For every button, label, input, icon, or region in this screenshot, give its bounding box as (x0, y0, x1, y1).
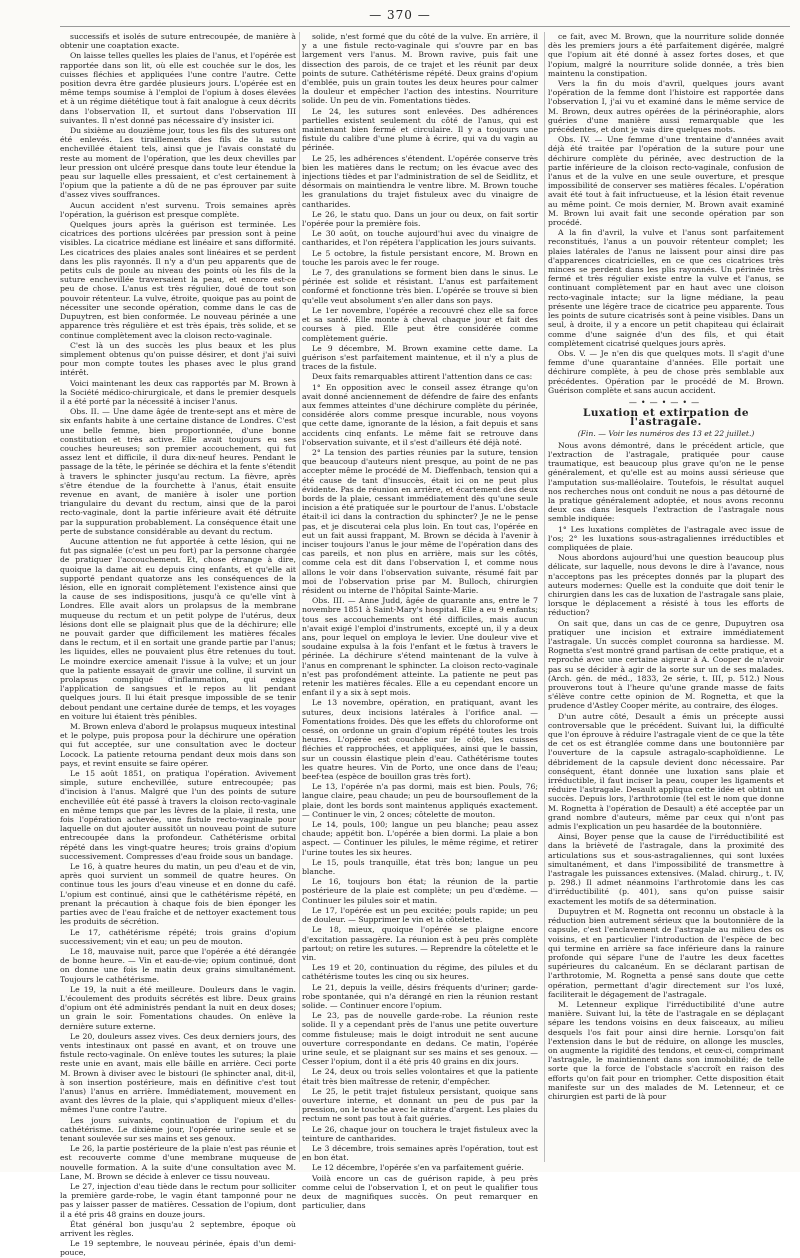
paragraph: Voici maintenant les deux cas rapportés par M. Brown à la Société médico-chirurgicale, et dans le premier desquels il a été porté par la nécessité à inciser l'anus. (60, 378, 296, 406)
paragraph: 2° La tension des parties réunies par la suture, tension que beaucoup d'auteurs nient presque, au point de ne pas accepter même le procédé de M. Dieffenbach, tension qui a été cause de tant d'insuccès, était ici on ne peut plus évidente. Pas de réunion en arrière, et écartement des deux bords de la plaie, cessant immédiatement dès qu'une seule incision a été pratiquée sur le pourtour de l'anus. L'obstacle était-il ici dans la contraction du sphincter? Je ne le pense pas, et je discuterai cela plus loin. En tout cas, l'opérée en eut un fait aussi frappant, M. Brown se décida à l'avenir à inciser toujours l'anus le jour même de l'opération dans des cas pareils, et non plus en arrière, mais sur les côtés, comme cela est dit dans l'observation I, et comme nous allons le voir dans l'observation suivante, résumé fait par moi de l'observation prise par M. Bulloch, chirurgien résident ou interne de l'hôpital Sainte-Marie. (302, 447, 538, 595)
paragraph: M. Brown enleva d'abord le prolapsus muqueux intestinal et le polype, puis proposa pour la déchirure une opération qui fut acceptée, sur une consultation avec le docteur Locock. La patiente retourna pendant deux mois dans son pays, et revint ensuite se faire opérer. (60, 722, 296, 768)
paragraph: Le 5 octobre, la fistule persistant encore, M. Brown en touche les parois avec le fer rouge. (302, 248, 538, 267)
section-separator: —•—•—•— (628, 397, 704, 407)
paragraph: Le 24, deux ou trois selles volontaires et que la patiente était très bien maîtresse de retenir, d'empêcher. (302, 1067, 538, 1086)
paragraph: Le 14, pouls, 100; langue un peu blanche; peau assez chaude; appétit bon. L'opérée a bien dormi. La plaie a bon aspect. — Continuer les pilules, le même régime, et retirer l'urine toutes les six heures. (302, 820, 538, 857)
column-right (548, 32, 784, 1164)
paragraph: Le 18, mauvaise nuit, parce que l'opérée a été dérangée de bonne heure. — Vin et eau-de-vie; opium continué, dont on donne une fois le matin deux grains simultanément. Toujours le cathétérisme. (60, 946, 296, 984)
paragraph: Nous avons démontré, dans le précédent article, que l'extraction de l'astragale, pratiquée pour cause traumatique, est beaucoup plus grave qu'on ne le pense généralement, et qu'elle est au moins aussi sérieuse que l'amputation sus-malléolaire. Toutefois, le résultat auquel nos recherches nous ont conduit ne nous a pas détourné de la pratique généralement adoptée, et nous avons reconnu deux cas dans lesquels l'extraction de l'astragale nous semble indiquée: (548, 440, 784, 524)
paragraph: M. Letenneur explique l'irréductibilité d'une autre manière. Suivant lui, la tête de l'astragale en se déplaçant sépare les tendons voisins en deux faisceaux, au milieu desquels l'os fait pour ainsi dire hernie. Lorsqu'on fait l'extension dans le but de réduire, on allonge les muscles, on augmente la rigidité des tendons, et ceux-ci, comprimant l'astragale, le maintiennent dans son immobilité; de telle sorte que la force de l'obstacle s'accroît en raison des efforts qu'on fait pour en triompher. Cette disposition était manifeste sur un des malades de M. Letenneur, et ce chirurgien est parti de là pour (548, 999, 784, 1101)
paragraph: Du sixième au douzième jour, tous les fils des sutures ont été enlevés. Les tiraillements des fils de la suture enchevillée étaient tels, ainsi que je l'avais constaté du reste au moment de l'opération, que les deux chevilles par leur pression ont ulcéré presque dans toute leur étendue la peau sur laquelle elles pressaient, et c'est certainement à l'opium que la patiente a dû de ne pas éprouver par suite d'assez vives souffrances. (60, 126, 296, 200)
paragraph: Aucune attention ne fut apportée à cette lésion, qui ne fut pas signalée (c'est un peu fort) par la personne chargée de pratiquer l'accouchement. Et, chose étrange à dire, quoique la dame ait eu depuis cinq enfants, et qu'elle ait supporté pendant quatorze ans les conséquences de la lésion, elle en ignorait complètement l'existence ainsi que la cause de ses indispositions, jusqu'à ce qu'elle vînt à Londres. Elle avait alors un prolapsus de la membrane muqueuse du rectum et un petit polype de l'utérus, deux lésions dont elle se plaignait plus que de la déchirure; elle ne pouvait garder que difficilement les matières fécales dans le rectum, et il en sortait une grande partie par l'anus; les liquides, elles ne pouvaient plus être retenues du tout. Le moindre exercice amenait l'issue à la vulve; et un jour que la patiente essayait de gravir une colline, il survint un prolapsus compliqué d'inflammation, qui exigea l'application de sangsues et le repos au lit pendant quelques jours. Il lui était presque impossible de se tenir debout pendant une certaine durée de temps, et les voyages en voiture lui étaient très pénibles. (60, 536, 296, 721)
column-left (60, 32, 296, 1258)
paragraph: Le 16, à quatre heures du matin, un peu d'eau et de vin, après quoi survient un sommeil de quatre heures. On continue tous les jours d'eau vineuse et en donne du café. L'opium est continué, ainsi que le cathétérisme répété, en prenant la précaution à chaque fois de bien éponger les parties avec de l'eau fraîche et de nettoyer exactement tous les produits de sécrétion. (60, 862, 296, 927)
paragraph: Le 26, la partie postérieure de la plaie n'est pas réunie et est recouverte comme d'une membrane muqueuse de nouvelle formation. A la suite d'une consultation avec M. Lane, M. Brown se décide à enlever ce tissu nouveau. (60, 1144, 296, 1181)
paragraph: Le 26, le statu quo. Dans un jour ou deux, on fait sortir l'opérée pour la première fois. (302, 209, 538, 229)
paragraph: État général bon jusqu'au 2 septembre, époque où arrivent les règles. (60, 1219, 296, 1238)
paragraph: Vers la fin du mois d'avril, quelques jours avant l'opération de la femme dont l'histoire est rapportée dans l'observation I, j'ai vu et examiné dans le même service de M. Brown, deux autres opérées de la périnéoraphie, alors guéries d'une manière aussi remarquable que les précédentes, et dont je vais dire quelques mots. (548, 79, 784, 135)
article-title: Luxation et extirpation de l'astragale. (582, 407, 749, 429)
header-rule (60, 26, 790, 27)
paragraph: Le 13 novembre, opération, en pratiquant, avant les sutures, deux incisions latérales à l'orifice anal. — Fomentations froides. Dès que les effets du chloroforme ont cessé, on ordonne un grain d'opium répété toutes les trois heures. L'opérée est couchée sur le côté, les cuisses fléchies et rapprochées, et appliquées, ainsi que le bassin, sur un coussin élastique plein d'eau. Cathétérisme toutes les quatre heures. Vin de Porto, une once dans de l'eau; beef-tea (espèce de bouillon gras très fort). (302, 698, 538, 782)
paragraph: Le 20, douleurs assez vives. Ces deux derniers jours, des vents intestinaux ont passé en avant, et on trouve une fistule recto-vaginale. On enlève toutes les sutures; la plaie reste unie en avant, mais elle bâille en arrière. Ceci porte M. Brown à diviser avec le bistouri (le sphincter anal, dit-il, à son insertion postérieure, mais en définitive c'est tout l'anus) l'anus en arrière. Immédiatement, mouvement en avant des lèvres de la plaie, qui s'appliquent mieux d'elles-mêmes l'une contre l'autre. (60, 1031, 296, 1115)
column-divider (544, 32, 545, 1162)
paragraph: Le 19, la nuit a été meilleure. Douleurs dans le vagin. L'écoulement des produits sécrétés est libre. Deux grains d'opium ont été administrés pendant la nuit en deux doses; un grain le soir. Fomentations chaudes. On enlève la dernière suture externe. (60, 984, 296, 1031)
paragraph: C'est là un des succès les plus beaux et les plus simplement obtenus qu'on puisse désirer, et dont j'ai suivi pour mon compte toutes les phases avec le plus grand intérêt. (60, 340, 296, 378)
paragraph: Le 26, chaque jour on touchera le trajet fistuleux avec la teinture de cantharides. (302, 1124, 538, 1143)
paragraph: solide, n'est formé que du côté de la vulve. En arrière, il y a une fistule recto-vaginale qui s'ouvre par en bas largement vers l'anus. M. Brown ravive, puis fait une dissection des parois, de ce trajet et les réunit par deux points de suture. Cathétérisme répété. Deux grains d'opium d'emblée, puis un grain toutes les deux heures pour calmer la douleur et empêcher l'action des intestins. Nourriture solide. Un peu de vin. Fomentations tièdes. (302, 32, 538, 106)
paragraph: Ainsi, Boyer pense que la cause de l'irréductibilité est dans la brièveté de l'astragale, dans la proximité des articulations sus et sous-astragaliennes, qui sont luxées simultanément, et dans l'impossibilité de transmettre à l'astragale les puissances extensives. (Malad. chirurg., t. IV, p. 298.) Il admet néanmoins l'arthrotomie dans les cas d'irréductibilité (p. 401), sans qu'on puisse saisir exactement les motifs de sa détermination. (548, 832, 784, 906)
paragraph: Obs. III. — Anne Judd, âgée de quarante ans, entre le 7 novembre 1851 à Saint-Mary's hospital. Elle a eu 9 enfants; tous ses accouchements ont été difficiles, mais aucun n'avait exigé l'emploi d'instruments, excepté un, il y a deux ans, pour lequel on employa le levier. Une douleur vive et soudaine expulsa à la fois l'enfant et le fœtus à travers le périnée. La déchirure s'étend maintenant de la vulve à l'anus en comprenant le sphincter. La cloison recto-vaginale n'est pas profondément atteinte. La patiente ne peut pas retenir les matières fécales. Elle a eu cependant encore un enfant il y a six à sept mois. (302, 596, 538, 698)
paragraph: Le 25, le petit trajet fistuleux persistant, quoique sans ouverture interne, et donnant un peu de pus par la pression, on le touche avec le nitrate d'argent. Les plaies du rectum ne sont pas tout à fait guéries. (302, 1086, 538, 1124)
paragraph: D'un autre côté, Desault a émis un précepte aussi controversable que le précédent. Suivant lui, la difficulté que l'on éprouve à réduire l'astragale vient de ce que la tête de cet os est étranglée comme dans une boutonnière par l'ouverture de la capsule astragalo-scaphoïdienne. Le débridement de la capsule devient donc nécessaire. Par conséquent, étant donnée une luxation sans plaie et irréductible, il faut inciser la peau, couper les ligaments et réduire l'astragale. Desault appliqua cette idée et obtint un succès. Depuis lors, l'arthrotomie (tel est le nom que donne M. Rognetta à l'opération de Desault) a été acceptée par un grand nombre d'auteurs, même par ceux qui n'ont pas admis l'explication un peu hasardée de la boutonnière. (548, 711, 784, 832)
paragraph: Le 1er novembre, l'opérée a recouvré chez elle sa force et sa santé. Elle monte à cheval chaque jour et fait des courses à pied. Elle peut être considérée comme complètement guérie. (302, 305, 538, 343)
article-subtitle: (Fin. — Voir les numéros des 13 et 22 juillet.) (577, 428, 755, 438)
paragraph: Le 9 décembre, M. Brown examine cette dame. La guérison s'est parfaitement maintenue, et il n'y a plus de traces de la fistule. (302, 343, 538, 372)
paragraph: Le 21, depuis la veille, désirs fréquents d'uriner; garde-robe spontanée, qui n'a dérangé en rien la réunion restant solide. — Continuer encore l'opium. (302, 982, 538, 1010)
paragraph: Le 17, cathétérisme répété; trois grains d'opium successivement; vin et eau; un peu de mouton. (60, 927, 296, 946)
paragraph: Le 7, des granulations se forment bien dans le sinus. Le périnée est solide et résistant. L'anus est parfaitement conformé et fonctionne très bien. L'opérée se trouve si bien qu'elle veut absolument s'en aller dans son pays. (302, 268, 538, 305)
paragraph: Le 19 septembre, le nouveau périnée, épais d'un demi-pouce, (60, 1239, 296, 1258)
paragraph: Quelques jours après la guérison est terminée. Les cicatrices des portions ulcérées par pression sont à peine visibles. La cicatrice médiane est linéaire et sans difformité. Les cicatrices des plaies anales sont linéaires et se perdent dans les plis rayonnés. Il n'y a d'un peu apparents que de petits culs de poule au niveau des points où les fils de la suture enchevillée traversaient la peau, et encore est-ce peu de chose. L'anus est très régulier, doué de tout son pouvoir rétenteur. La vulve, étroite, quoique pas au point de nécessiter une seconde opération, comme dans le cas de Dupuytren, est bien conformée. Le nouveau périnée a une apparence très régulière et est très épais, très solide, et se continue complètement avec la cloison recto-vaginale. (60, 220, 296, 340)
paragraph: Obs. IV. — Une femme d'une trentaine d'années avait déjà été traitée par l'opération de la suture pour une déchirure complète du périnée, avec destruction de la partie inférieure de la cloison recto-vaginale, confusion de l'anus et de la vulve en une seule ouverture, et presque impossibilité de conserver ses matières fécales. L'opération avait été tout à fait infructueuse, et la lésion était revenue au même point. Ce mois dernier, M. Brown avait examiné M. Brown lui avait fait une seconde opération par son procédé. (548, 135, 784, 228)
paragraph: Deux faits remarquables attirent l'attention dans ce cas: (312, 372, 533, 382)
paragraph: Le 12 décembre, l'opérée s'en va parfaitement guérie. (312, 1163, 524, 1173)
paragraph: Le 27, injection d'eau tiède dans le rectum pour solliciter la première garde-robe, le vagin étant tamponné pour ne pas y laisser passer de matières. Cessation de l'opium, dont il a été pris 48 grains en douze jours. (60, 1181, 296, 1219)
paragraph: Le 15, pouls tranquille, état très bon; langue un peu blanche. (302, 857, 538, 877)
column-right-top (548, 32, 784, 395)
paragraph: Le 13, l'opérée n'a pas dormi, mais est bien. Pouls, 76; langue claire, peau chaude; un peu de boursouflement de la plaie, dont les bords sont maintenus appliqués exactement. — Continuer le vin, 2 onces; côtelette de mouton. (302, 782, 538, 819)
paragraph: Le 18, mieux, quoique l'opérée se plaigne encore d'excitation passagère. La réunion est à peu près complète partout; on retire les sutures. — Reprendre la côtelette et le vin. (302, 925, 538, 962)
paragraph: Nous abordons aujourd'hui une question beaucoup plus délicate, sur laquelle, nous devons le dire à l'avance, nous n'acceptons pas les préceptes donnés par la plupart des auteurs modernes: Quelle est la conduite que doit tenir le chirurgien dans les cas de luxation de l'astragale sans plaie, lorsque le déplacement a résisté à tous les efforts de réduction? (548, 553, 784, 618)
page-number: — 370 — (369, 8, 431, 22)
paragraph: Le 3 décembre, trois semaines après l'opération, tout est en bon état. (302, 1143, 538, 1163)
paragraph: Aucun accident n'est survenu. Trois semaines après l'opération, la guérison est presque complète. (60, 200, 296, 219)
paragraph: On sait que, dans un cas de ce genre, Dupuytren osa pratiquer une incision et extraire immédiatement l'astragale. Un succès complet couronna sa hardiesse. M. Rognetta s'est montré grand partisan de cette pratique, et a reproché avec une certaine aigreur à A. Cooper de n'avoir pas su se décider à agir de la sorte sur un de ses malades. (Arch. gén. de méd., 1833, 2e série, t. III, p. 512.) Nous prouverons tout à l'heure qu'une grande masse de faits s'élève contre cette opinion de M. Rognetta, et que la prudence d'Astley Cooper mérite, au contraire, des éloges. (548, 618, 784, 711)
paragraph: Obs. II. — Une dame âgée de trente-sept ans et mère de six enfants habite à une certaine distance de Londres. C'est une belle femme, bien proportionnée, d'une bonne constitution et très active. Elle avait toujours eu ses couches heureuses; son premier accouchement, qui fut assez lent et difficile, il dura dix-neuf heures. Pendant le passage de la tête, le périnée se déchira et la fente s'étendit à travers le sphincter jusqu'au rectum. La fièvre, après s'être étendue de la fourchette à l'anus, était ensuite revenue en avant, de manière à isoler une portion triangulaire du devant du rectum, ainsi que de la paroi recto-vaginale, dont la partie inférieure avait été détruite par la suppuration probablement. La conséquence était une perte de substance considérable au devant du rectum. (60, 407, 296, 536)
paragraph: ce fait, avec M. Brown, que la nourriture solide donnée dès les premiers jours a été parfaitement digérée, malgré que l'opium ait été donné à assez fortes doses, et que l'opium, malgré la nourriture solide donnée, a très bien maintenu la constipation. (548, 32, 784, 78)
paragraph: Le 25, les adhérences s'étendent. L'opérée conserve très bien les matières dans le rectum; on les évacue avec des injections tièdes et par l'administration de sel de Seidlitz, et désormais on maintiendra le ventre libre. M. Brown touche les granulations du trajet fistuleux avec du vinaigre de cantharides. (302, 153, 538, 209)
paragraph: Le 17, l'opérée est un peu excitée; pouls rapide; un peu de douleur. — Supprimer le vin et la côtelette. (302, 905, 538, 925)
paragraph: A la fin d'avril, la vulve et l'anus sont parfaitement reconstitués, l'anus a un pouvoir rétenteur complet; les plaies latérales de l'anus ne laissent pour ainsi dire pas d'apparences cicatricielles, en ce que ces cicatrices très minces se perdent dans les plis rayonnés. Un périnée très fermé et très régulier existe entre la vulve et l'anus, se continuant complètement par en haut avec une cloison recto-vaginale intacte; sur la ligne médiane, la peau présente une légère trace de cicatrice peu apparente. Tous les points de suture cicatrisés sont à peine visibles. Dans un seul, à droite, il y a encore un petit chapiteau qui éclairait comme d'une saignée d'un des fils, et qui était complètement cicatrisé quelques jours après. (548, 228, 784, 348)
paragraph: Le 24, les sutures sont enlevées. Des adhérences partielles existent seulement du côté de l'anus, qui est maintenant bien fermé et circulaire. Il y a toujours une fistule du calibre d'une plume à écrire, qui va du vagin au périnée. (302, 106, 538, 153)
paragraph: Obs. V. — Je n'en dis que quelques mots. Il s'agit d'une femme d'une quarantaine d'années. Elle portait une déchirure complète, à peu de chose près semblable aux précédentes. Opération par le procédé de M. Brown. Guérison complète et sans aucun accident. (548, 348, 784, 395)
paragraph: Les jours suivants, continuation de l'opium et du cathétérisme. Le dixième jour, l'opérée urine seule et se tenant soulevée sur ses mains et ses genoux. (60, 1115, 296, 1143)
paragraph: 1° Les luxations complètes de l'astragale avec issue de l'os; 2° les luxations sous-astragaliennes irréductibles et compliquées de plaie. (548, 524, 784, 552)
paragraph: Le 23, pas de nouvelle garde-robe. La réunion reste solide. Il y a cependant près de l'anus une petite ouverture comme fistuleuse; mais le doigt introduit ne sent aucune ouverture correspondante en dedans. Ce matin, l'opérée urine seule, et se plaignant sur ses mains et ses genoux. — Cesser l'opium, dont il a été pris 40 grains en dix jours. (302, 1011, 538, 1067)
paragraph: Voilà encore un cas de guérison rapide, à peu près comme celui de l'observation I, et on peut le qualifier tous deux de magnifiques succès. On peut remarquer en particulier, dans (302, 1173, 538, 1211)
paragraph: Dupuytren et M. Rognetta ont reconnu un obstacle à la réduction bien autrement sérieux que la boutonnière de la capsule, c'est l'enclavement de l'astragale au milieu des os voisins, et en particulier l'introduction de l'espèce de bec qui termine en arrière sa face inférieure dans la rainure profonde qui sépare l'une de l'autre les deux facettes supérieures du calcanéum. En se déclarant partisan de l'arthrotomie, M. Rognetta a pensé sans doute que cette opération, permettant d'agir directement sur l'os luxé, faciliterait le dégagement de l'astragale. (548, 906, 784, 999)
paragraph: 1° En opposition avec le conseil assez étrange qu'on avait donné anciennement de défendre de faire des enfants aux femmes atteintes d'une déchirure complète du périnée, considérée alors comme presque incurable, nous voyons que cette dame, ignorante de la lésion, a fait depuis et sans accidents cinq enfants. Le même fait se retrouve dans l'observation suivante, et il s'est d'ailleurs été déjà noté. (302, 382, 538, 447)
paragraph: Les 19 et 20, continuation du régime, des pilules et du cathétérisme toutes les cinq ou six heures. (302, 963, 538, 982)
column-right-bottom (548, 441, 784, 1101)
paragraph: On laisse telles quelles les plaies de l'anus, et l'opérée est rapportée dans son lit, où elle est couchée sur le dos, les cuisses fléchies et appliquées l'une contre l'autre. Cette position devra être gardée plusieurs jours. L'opérée est en même temps soumise à l'emploi de l'opium à doses élevées et à un régime diététique tout à fait analogue à ceux décrits dans l'observation II, et surtout dans l'observation III suivantes. Il n'est donné pas nécessaire d'y insister ici. (60, 51, 296, 125)
column-divider (299, 32, 300, 1162)
paragraph: Le 15 août 1851, on pratiqua l'opération. Avivement simple, suture enchevillée, suture entrecoupée; pas d'incision à l'anus. Malgré que l'un des points de suture enchevillée eût été passé à travers la cloison recto-vaginale en même temps que par les lèvres de la plaie, il resta, une fois l'opération achevée, une fistule recto-vaginale pour laquelle on dut ajouter aussitôt un nouveau point de suture entrecoupée dans la profondeur. Cathétérisme orbital répété dans les vingt-quatre heures; trois grains d'opium successivement. Compresses d'eau froide sous un bandage. (60, 769, 296, 861)
paragraph: Le 16, toujours bon état; la réunion de la partie postérieure de la plaie est complète; un peu d'œdème. — Continuer les pilules soir et matin. (302, 877, 538, 905)
paragraph: Le 30 août, on touche aujourd'hui avec du vinaigre de cantharides, et l'on répétera l'application les jours suivants. (302, 229, 538, 248)
column-middle (302, 32, 538, 1211)
paragraph: successifs et isolés de suture entrecoupée, de manière à obtenir une coaptation exacte. (60, 32, 296, 51)
